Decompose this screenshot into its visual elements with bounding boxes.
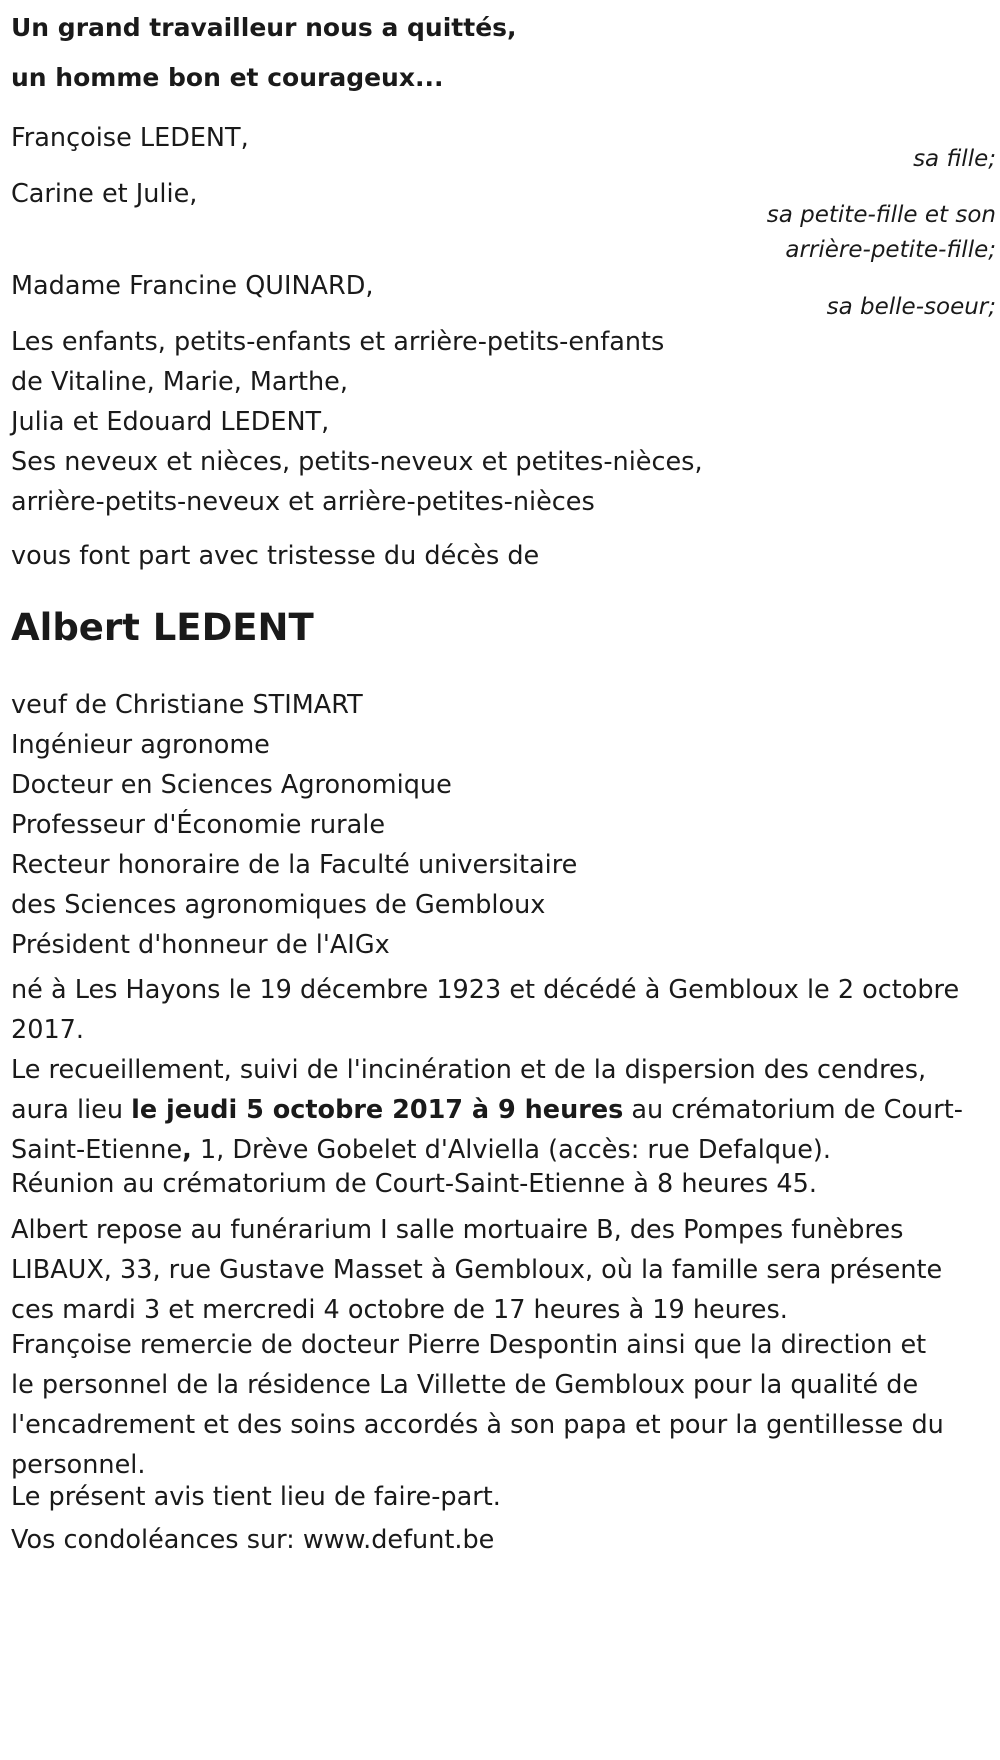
resting-line: LIBAUX, 33, rue Gustave Masset à Gembloux, où la famille sera présente bbox=[11, 1255, 943, 1285]
thanks-line: personnel. bbox=[11, 1450, 146, 1480]
family-member-francine: Madame Francine QUINARD, bbox=[11, 271, 374, 301]
ceremony-date: le jeudi 5 octobre 2017 à 9 heures bbox=[131, 1095, 624, 1125]
thanks-line: le personnel de la résidence La Villette de Gembloux pour la qualité de bbox=[11, 1370, 919, 1400]
title-line: Docteur en Sciences Agronomique bbox=[11, 770, 452, 800]
thanks-line: Françoise remercie de docteur Pierre Despontin ainsi que la direction et bbox=[11, 1330, 927, 1360]
title-line: veuf de Christiane STIMART bbox=[11, 690, 363, 720]
notice-text: Le présent avis tient lieu de faire-part. bbox=[11, 1482, 501, 1512]
family-member-carine: Carine et Julie, bbox=[11, 179, 198, 209]
announcement-text: vous font part avec tristesse du décès de bbox=[11, 541, 540, 571]
birth-death-paragraph bbox=[11, 970, 959, 1050]
ceremony-address: 1, Drève Gobelet d'Alviella (accès: rue Defalque). bbox=[191, 1135, 831, 1165]
title-line: Professeur d'Économie rurale bbox=[11, 810, 386, 840]
other-family-line: de Vitaline, Marie, Marthe, bbox=[11, 367, 348, 397]
thanks-line: l'encadrement et des soins accordés à son papa et pour la gentillesse du bbox=[11, 1410, 944, 1440]
header-line-2: un homme bon et courageux... bbox=[11, 63, 444, 92]
other-family-line: Julia et Edouard LEDENT, bbox=[11, 407, 330, 437]
role-carine-1: sa petite-fille et son bbox=[766, 202, 996, 228]
deceased-name: Albert LEDENT bbox=[11, 606, 314, 649]
other-family-line: Les enfants, petits-enfants et arrière-petits-enfants bbox=[11, 327, 665, 357]
thanks-paragraph bbox=[11, 1325, 944, 1485]
meeting-text: Réunion au crématorium de Court-Saint-Etienne à 8 heures 45. bbox=[11, 1169, 817, 1199]
other-family-line: Ses neveux et nièces, petits-neveux et petites-nièces, bbox=[11, 447, 703, 477]
birth-death-line: né à Les Hayons le 19 décembre 1923 et décédé à Gembloux le 2 octobre bbox=[11, 975, 960, 1005]
condolences-text: Vos condoléances sur: www.defunt.be bbox=[11, 1525, 495, 1555]
title-line: des Sciences agronomiques de Gembloux bbox=[11, 890, 546, 920]
header-line-1: Un grand travailleur nous a quittés, bbox=[11, 13, 517, 42]
role-francine: sa belle-soeur; bbox=[826, 294, 996, 320]
ceremony-paragraph bbox=[11, 1050, 963, 1170]
ceremony-comma: , bbox=[182, 1135, 192, 1165]
title-line: Recteur honoraire de la Faculté universitaire bbox=[11, 850, 578, 880]
title-line: Ingénieur agronome bbox=[11, 730, 270, 760]
ceremony-text: aura lieu bbox=[11, 1095, 132, 1125]
title-line: Président d'honneur de l'AIGx bbox=[11, 930, 390, 960]
ceremony-line: Le recueillement, suivi de l'incinération et de la dispersion des cendres, bbox=[11, 1055, 927, 1085]
resting-line: ces mardi 3 et mercredi 4 octobre de 17 heures à 19 heures. bbox=[11, 1295, 788, 1325]
family-member-francoise: Françoise LEDENT, bbox=[11, 123, 249, 153]
other-family-line: arrière-petits-neveux et arrière-petites-nièces bbox=[11, 487, 595, 517]
role-francoise: sa fille; bbox=[913, 146, 996, 172]
ceremony-line bbox=[11, 1090, 963, 1130]
deceased-titles bbox=[11, 685, 577, 965]
role-carine-2: arrière-petite-fille; bbox=[785, 237, 996, 263]
ceremony-place: Saint-Etienne bbox=[11, 1135, 183, 1165]
other-family-list bbox=[11, 322, 703, 522]
birth-death-line: 2017. bbox=[11, 1015, 85, 1045]
resting-line: Albert repose au funérarium I salle mortuaire B, des Pompes funèbres bbox=[11, 1215, 904, 1245]
resting-paragraph bbox=[11, 1210, 942, 1330]
ceremony-text: au crématorium de Court- bbox=[623, 1095, 963, 1125]
